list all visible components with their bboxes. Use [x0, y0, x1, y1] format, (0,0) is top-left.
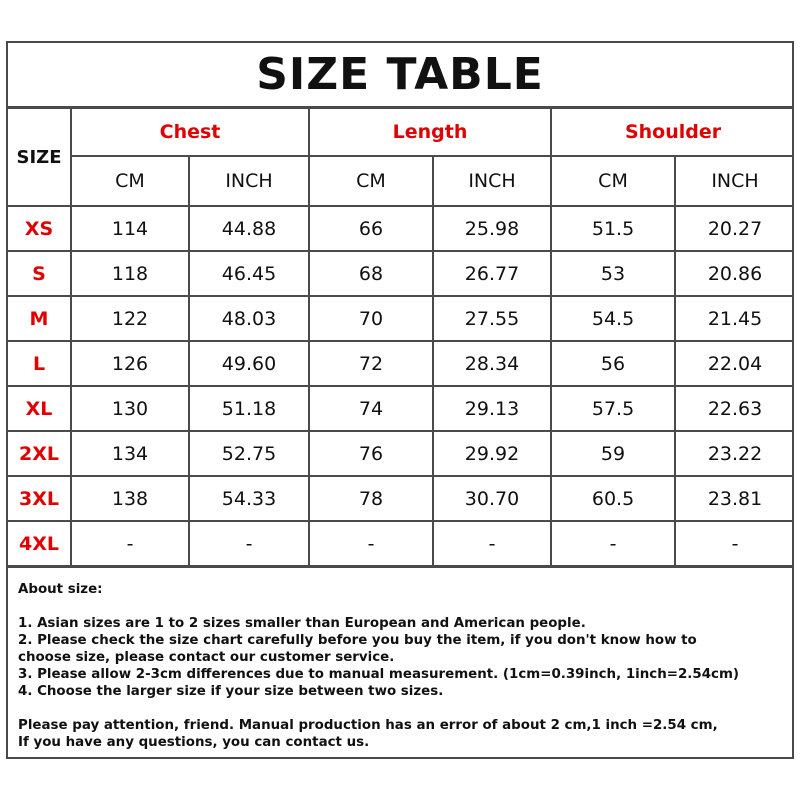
unit-header: INCH — [675, 156, 794, 206]
measurement-cell: 126 — [71, 341, 189, 386]
measurement-cell: 114 — [71, 206, 189, 251]
measurement-cell: 118 — [71, 251, 189, 296]
measurement-cell: 48.03 — [189, 296, 309, 341]
measurement-cell: 30.70 — [433, 476, 551, 521]
note-item: 4. Choose the larger size if your size between two sizes. — [18, 684, 444, 699]
measurement-cell: 134 — [71, 431, 189, 476]
measurement-cell: 72 — [309, 341, 433, 386]
measurement-cell: 56 — [551, 341, 675, 386]
size-label: XS — [8, 206, 71, 251]
size-label: 3XL — [8, 476, 71, 521]
measurement-cell: 130 — [71, 386, 189, 431]
measurement-cell: 46.45 — [189, 251, 309, 296]
table-row — [8, 251, 794, 296]
note-item: 3. Please allow 2-3cm differences due to manual measurement. (1cm=0.39inch, 1inch=2.54cm) — [18, 667, 740, 682]
group-header-row — [8, 108, 794, 156]
page-title: SIZE TABLE — [8, 43, 792, 108]
measurement-cell: 28.34 — [433, 341, 551, 386]
measurement-cell: 59 — [551, 431, 675, 476]
measurement-cell: 53 — [551, 251, 675, 296]
measurement-cell: 76 — [309, 431, 433, 476]
table-row — [8, 521, 794, 566]
notes-heading: About size: — [18, 582, 103, 597]
measurement-cell: 20.86 — [675, 251, 794, 296]
measurement-cell: 68 — [309, 251, 433, 296]
measurement-cell: 57.5 — [551, 386, 675, 431]
unit-header: CM — [551, 156, 675, 206]
measurement-cell: 23.22 — [675, 431, 794, 476]
size-table-body — [8, 206, 794, 566]
measurement-cell: - — [675, 521, 794, 566]
measurement-cell: - — [433, 521, 551, 566]
measurement-cell: 26.77 — [433, 251, 551, 296]
measurement-cell: 54.33 — [189, 476, 309, 521]
measurement-cell: 51.5 — [551, 206, 675, 251]
footer-note: If you have any questions, you can contact us. — [18, 735, 370, 750]
measurement-cell: 20.27 — [675, 206, 794, 251]
footer-note: Please pay attention, friend. Manual production has an error of about 2 cm,1 inch =2.54 cm, — [18, 718, 718, 733]
table-row — [8, 476, 794, 521]
measurement-cell: 44.88 — [189, 206, 309, 251]
measurement-cell: 25.98 — [433, 206, 551, 251]
shoulder-group-header: Shoulder — [551, 108, 794, 156]
measurement-cell: 21.45 — [675, 296, 794, 341]
measurement-cell: 66 — [309, 206, 433, 251]
measurement-cell: 22.04 — [675, 341, 794, 386]
measurement-cell: - — [71, 521, 189, 566]
note-item: 1. Asian sizes are 1 to 2 sizes smaller than European and American people. — [18, 616, 586, 631]
measurement-cell: 78 — [309, 476, 433, 521]
measurement-cell: 23.81 — [675, 476, 794, 521]
measurement-cell: 49.60 — [189, 341, 309, 386]
table-row — [8, 386, 794, 431]
size-label: 2XL — [8, 431, 71, 476]
measurement-cell: 138 — [71, 476, 189, 521]
table-row — [8, 206, 794, 251]
size-label: 4XL — [8, 521, 71, 566]
unit-header: CM — [309, 156, 433, 206]
table-row — [8, 341, 794, 386]
measurement-cell: 54.5 — [551, 296, 675, 341]
measurement-cell: - — [551, 521, 675, 566]
measurement-cell: - — [189, 521, 309, 566]
size-label: M — [8, 296, 71, 341]
measurement-cell: 51.18 — [189, 386, 309, 431]
size-label: XL — [8, 386, 71, 431]
size-column-header: SIZE — [8, 108, 71, 206]
table-row — [8, 296, 794, 341]
measurement-cell: 74 — [309, 386, 433, 431]
size-chart-frame — [6, 41, 794, 759]
measurement-cell: 70 — [309, 296, 433, 341]
chest-group-header: Chest — [71, 108, 309, 156]
unit-header: CM — [71, 156, 189, 206]
note-item: choose size, please contact our customer service. — [18, 650, 395, 665]
table-row — [8, 431, 794, 476]
size-table — [8, 107, 794, 567]
size-label: L — [8, 341, 71, 386]
unit-header-row — [8, 156, 794, 206]
measurement-cell: 27.55 — [433, 296, 551, 341]
measurement-cell: 29.92 — [433, 431, 551, 476]
measurement-cell: 22.63 — [675, 386, 794, 431]
unit-header: INCH — [433, 156, 551, 206]
measurement-cell: 29.13 — [433, 386, 551, 431]
measurement-cell: - — [309, 521, 433, 566]
note-item: 2. Please check the size chart carefully before you buy the item, if you don't know how to — [18, 633, 697, 648]
measurement-cell: 122 — [71, 296, 189, 341]
measurement-cell: 52.75 — [189, 431, 309, 476]
unit-header: INCH — [189, 156, 309, 206]
size-notes — [8, 566, 792, 759]
measurement-cell: 60.5 — [551, 476, 675, 521]
length-group-header: Length — [309, 108, 551, 156]
size-label: S — [8, 251, 71, 296]
